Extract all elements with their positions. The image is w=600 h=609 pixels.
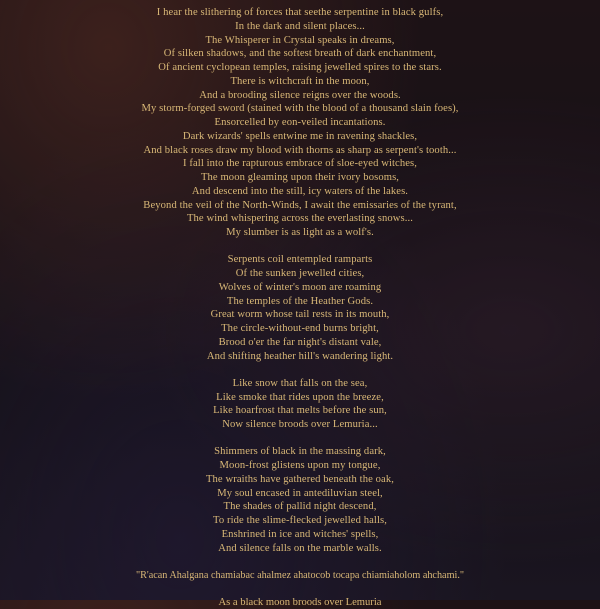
lyric-line: The Whisperer in Crystal speaks in dreams, (205, 34, 395, 46)
lyric-line: Like hoarfrost that melts before the sun, (213, 405, 387, 417)
lyric-line: And black roses draw my blood with thorns as sharp as serpent's tooth... (143, 144, 457, 156)
incantation-quote: "R'acan Ahalgana chamiabac ahalmez ahatocob tocapa chiamiaholom ahchami." (135, 569, 465, 581)
lyric-line: To ride the slime-flecked jewelled halls, (213, 515, 387, 526)
lyric-line: Great worm whose tail rests in its mouth, (210, 309, 390, 321)
lyric-line: Like snow that falls on the sea, (232, 377, 368, 389)
lyrics-block (0, 6, 600, 609)
lyric-line: I hear the slithering of forces that seethe serpentine in black gulfs, (156, 7, 444, 18)
lyric-line: In the dark and silent places... (235, 20, 365, 32)
lyric-line: The wind whispering across the everlasting snows... (186, 213, 414, 225)
lyric-line: Of the sunken jewelled cities, (235, 268, 365, 279)
closing-line: As a black moon broods over Lemuria (218, 596, 382, 608)
stanza-3 (0, 377, 600, 432)
lyric-line: The wraiths have gathered beneath the oak, (205, 473, 395, 485)
stanza-2 (0, 253, 600, 363)
lyric-line: Like smoke that rides upon the breeze, (216, 391, 384, 403)
lyric-line: Moon-frost glistens upon my tongue, (219, 460, 381, 471)
lyric-line: And silence falls on the marble walls. (218, 542, 382, 554)
stanza-gap (0, 555, 600, 569)
lyric-line: Serpents coil entempled ramparts (227, 254, 373, 266)
lyric-line: There is witchcraft in the moon, (230, 75, 370, 87)
lyric-line: Now silence broods over Lemuria... (222, 419, 378, 430)
lyric-line: And a brooding silence reigns over the woods. (199, 89, 401, 101)
lyric-line: The circle-without-end burns bright, (221, 323, 379, 334)
stanza-gap (0, 240, 600, 254)
lyric-line: Wolves of winter's moon are roaming (218, 281, 382, 293)
lyric-line: Brood o'er the far night's distant vale, (218, 336, 382, 348)
lyric-line: The shades of pallid night descend, (223, 501, 377, 513)
lyric-line: My soul encased in antediluvian steel, (217, 487, 383, 499)
lyric-line: Dark wizards' spells entwine me in ravening shackles, (182, 130, 418, 142)
lyric-line: Enshrined in ice and witches' spells, (221, 528, 379, 540)
stanza-4 (0, 445, 600, 555)
lyric-line: I fall into the rapturous embrace of sloe-eyed witches, (182, 158, 418, 170)
stanza-gap (0, 432, 600, 446)
lyric-line: My storm-forged sword (stained with the blood of a thousand slain foes), (141, 103, 459, 115)
stanza-gap (0, 363, 600, 377)
lyric-line: And shifting heather hill's wandering light. (206, 350, 394, 362)
lyric-line: The moon gleaming upon their ivory bosoms, (200, 172, 400, 183)
lyric-line: Of ancient cyclopean temples, raising jewelled spires to the stars. (158, 62, 442, 73)
lyric-line: Ensorcelled by eon-veiled incantations. (214, 117, 386, 128)
lyric-line: Beyond the veil of the North-Winds, I await the emissaries of the tyrant, (143, 199, 457, 211)
lyric-line: The temples of the Heather Gods. (226, 295, 374, 307)
lyric-line: My slumber is as light as a wolf's. (226, 227, 374, 238)
lyric-line: Shimmers of black in the massing dark, (214, 446, 386, 458)
lyric-line: Of silken shadows, and the softest breath of dark enchantment, (163, 48, 437, 60)
lyric-line: And descend into the still, icy waters of the lakes. (191, 185, 409, 197)
stanza-gap (0, 582, 600, 596)
stanza-1 (0, 6, 600, 240)
